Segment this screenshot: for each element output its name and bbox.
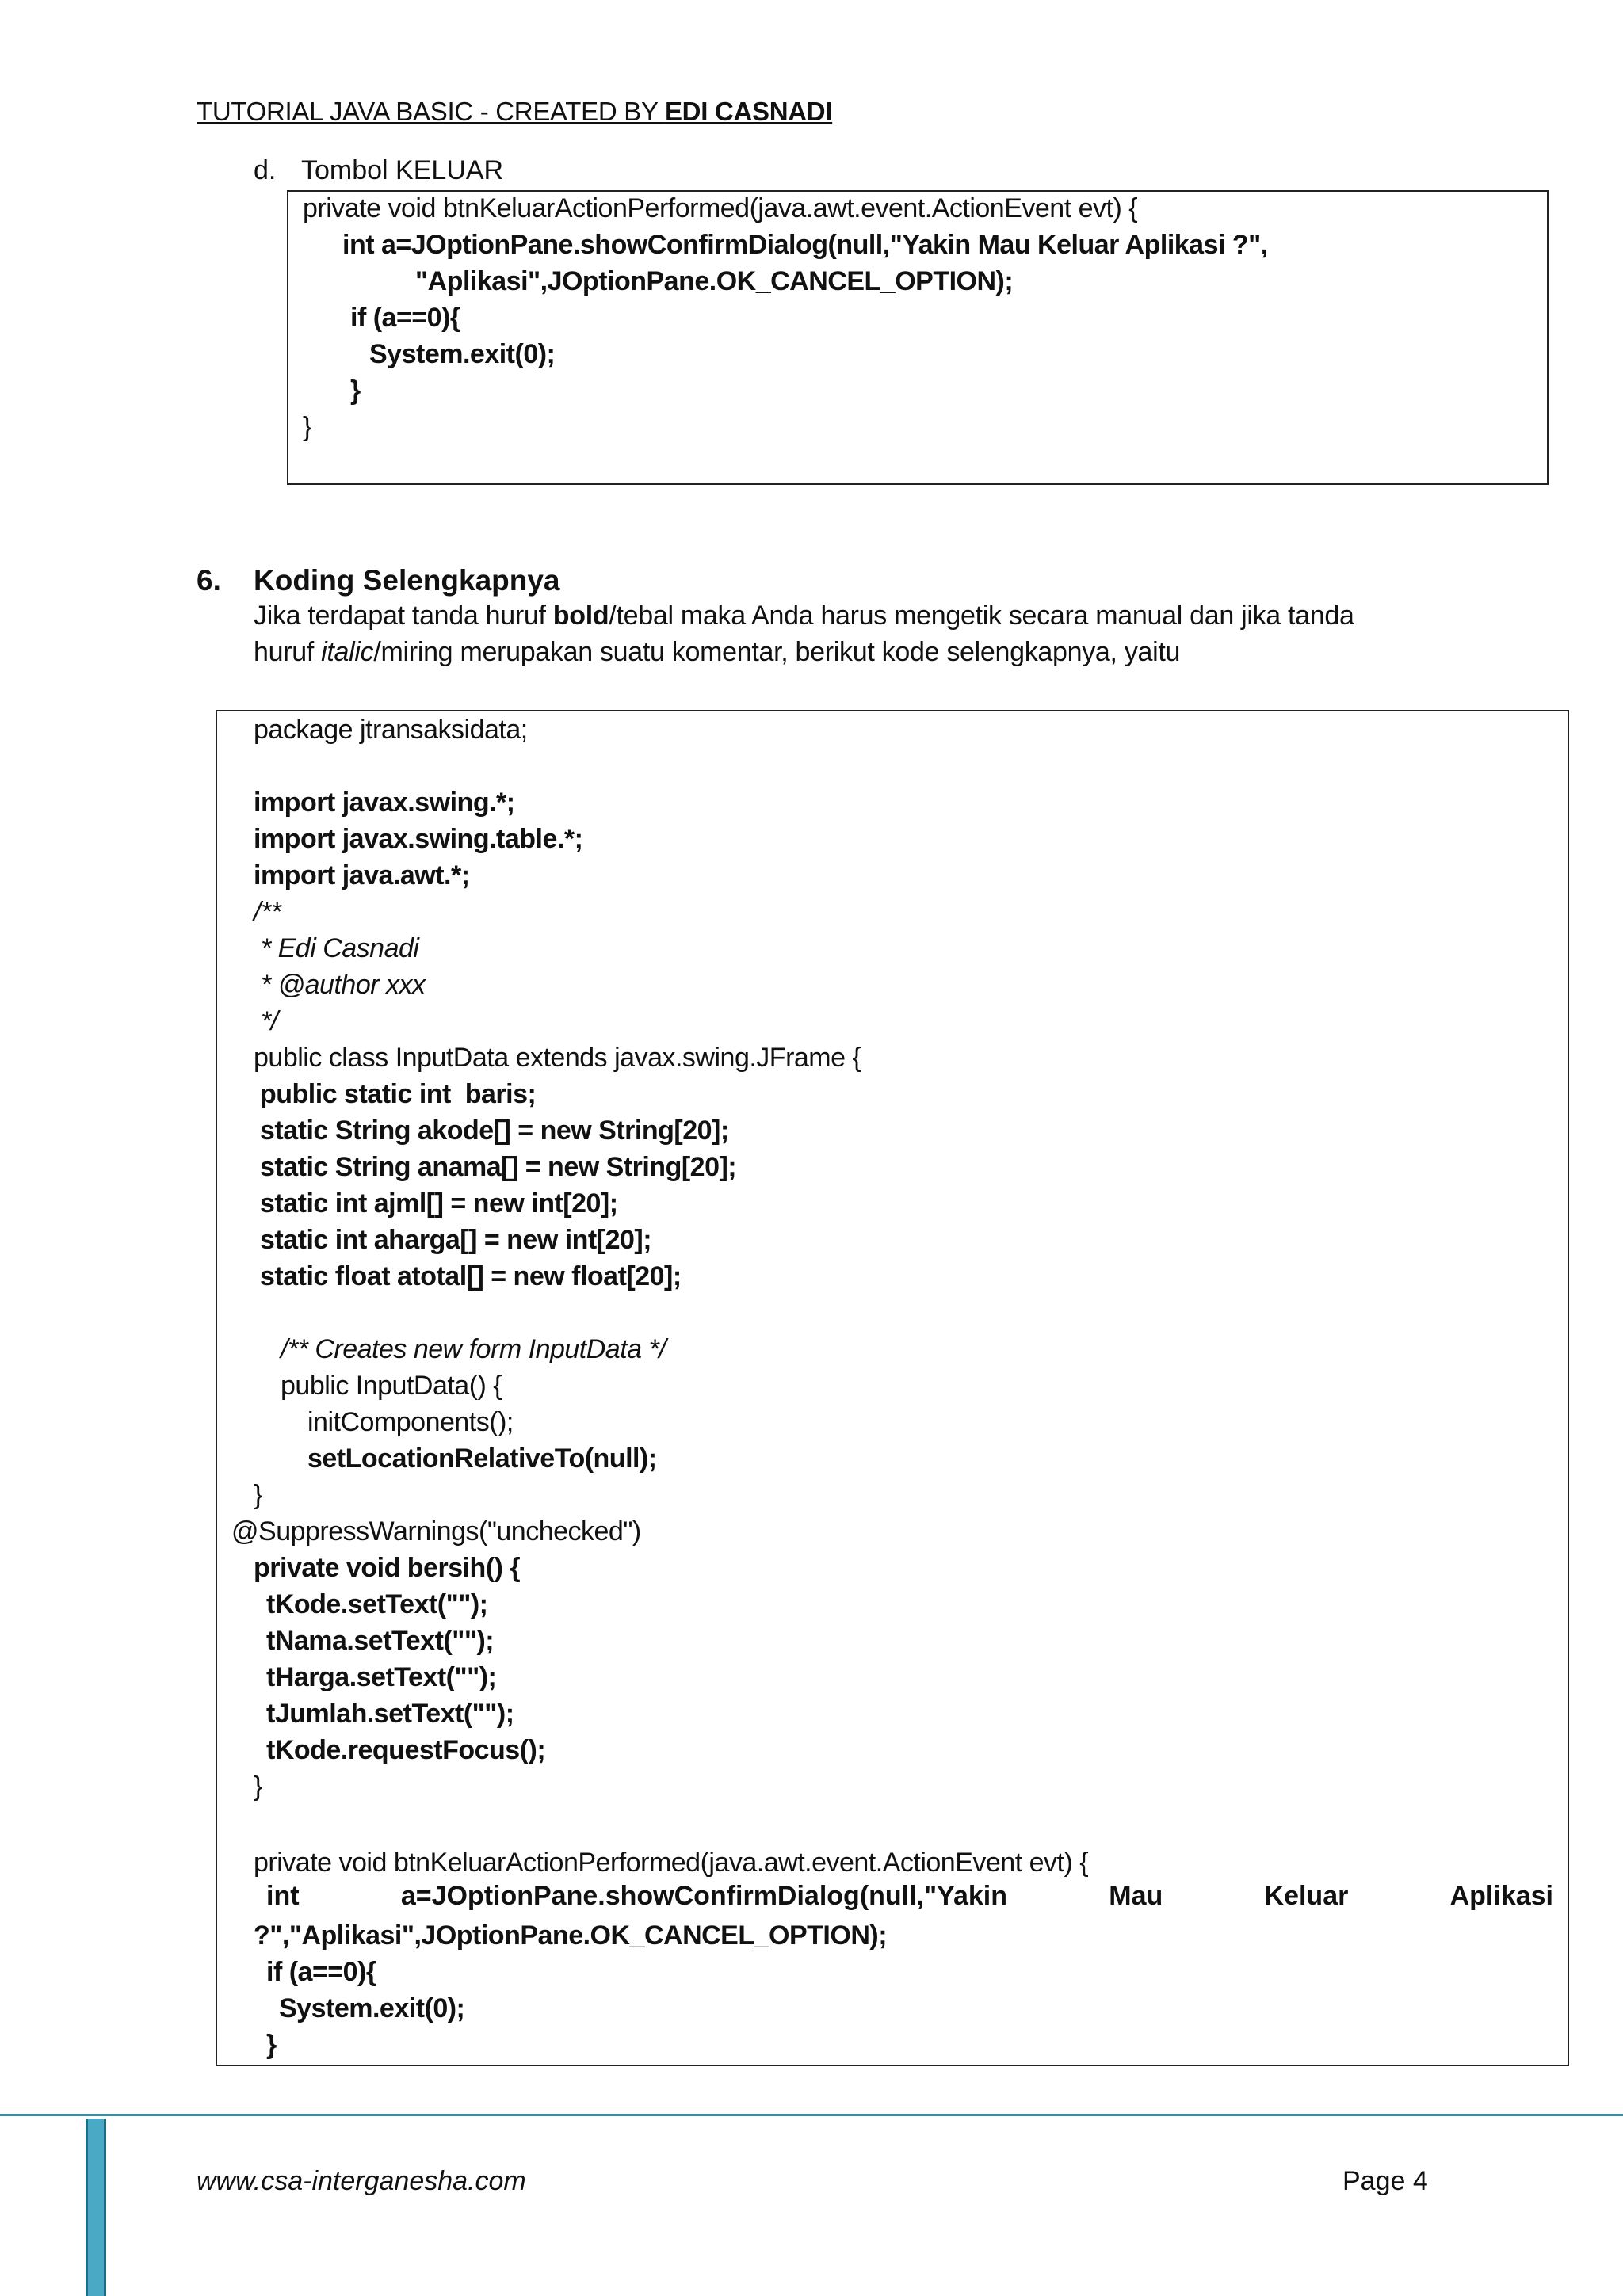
- code-line: import javax.swing.*;: [254, 788, 515, 818]
- code-line: static int aharga[] = new int[20];: [260, 1225, 652, 1255]
- code-line: @SuppressWarnings("unchecked"): [231, 1516, 641, 1547]
- code-line: package jtransaksidata;: [254, 715, 528, 745]
- subsection-letter: d.: [254, 155, 277, 185]
- section-number: 6.: [197, 564, 221, 597]
- footer-url: www.csa-interganesha.com: [197, 2166, 526, 2196]
- subsection-title: Tombol KELUAR: [301, 155, 504, 185]
- code-word: Keluar: [1264, 1881, 1349, 1911]
- intro-paragraph-line-1: [254, 601, 1354, 631]
- page-number: Page 4: [1342, 2166, 1428, 2196]
- code-line: initComponents();: [307, 1407, 514, 1437]
- code-line: private void btnKeluarActionPerformed(java.awt.event.ActionEvent evt) {: [254, 1848, 1089, 1878]
- code-comment: /**: [254, 897, 281, 927]
- code-line: if (a==0){: [350, 303, 460, 333]
- header-prefix: TUTORIAL JAVA BASIC - CREATED BY: [197, 97, 665, 126]
- code-line: public class InputData extends javax.swing.JFrame {: [254, 1043, 861, 1073]
- code-line: tKode.requestFocus();: [266, 1735, 546, 1765]
- code-word: Mau: [1109, 1881, 1163, 1911]
- code-comment: * Edi Casnadi: [254, 933, 419, 963]
- code-line: "Aplikasi",JOptionPane.OK_CANCEL_OPTION);: [415, 266, 1014, 296]
- header-author: EDI CASNADI: [664, 97, 833, 126]
- subsection-heading: [254, 155, 503, 186]
- code-line: static float atotal[] = new float[20];: [260, 1261, 682, 1291]
- code-line: private void btnKeluarActionPerformed(java.awt.event.ActionEvent evt) {: [303, 193, 1138, 223]
- para-text: huruf: [254, 637, 322, 667]
- section-title-text: Koding Selengkapnya: [254, 564, 560, 597]
- code-line: if (a==0){: [266, 1957, 376, 1987]
- code-word: a=JOptionPane.showConfirmDialog(null,"Yakin: [400, 1881, 1007, 1911]
- code-line: tHarga.setText("");: [266, 1662, 497, 1692]
- code-line: System.exit(0);: [369, 339, 556, 369]
- code-line: ?","Aplikasi",JOptionPane.OK_CANCEL_OPTION);: [254, 1920, 888, 1951]
- intro-paragraph-line-2: [254, 637, 1180, 668]
- para-text: /tebal maka Anda harus mengetik secara manual dan jika tanda: [609, 601, 1354, 631]
- code-line: private void bersih() {: [254, 1553, 521, 1583]
- code-line: tJumlah.setText("");: [266, 1699, 514, 1729]
- code-line-justified: [266, 1881, 1553, 1912]
- section-title: [197, 564, 560, 597]
- code-comment: /** Creates new form InputData */: [281, 1334, 666, 1364]
- code-line: }: [266, 2030, 277, 2060]
- code-line: import java.awt.*;: [254, 860, 470, 891]
- page-header: [197, 97, 832, 127]
- code-line: static String akode[] = new String[20];: [260, 1116, 729, 1146]
- code-line: System.exit(0);: [279, 1993, 465, 2023]
- code-line: public static int baris;: [260, 1079, 537, 1109]
- code-line: }: [350, 376, 361, 406]
- code-word: int: [266, 1881, 300, 1911]
- code-line: import javax.swing.table.*;: [254, 824, 583, 854]
- code-line: static String anama[] = new String[20];: [260, 1152, 737, 1182]
- code-line: setLocationRelativeTo(null);: [307, 1444, 657, 1474]
- footer-divider: [0, 2114, 1623, 2116]
- code-word: Aplikasi: [1449, 1881, 1553, 1911]
- para-bold: bold: [552, 601, 609, 631]
- code-line: tNama.setText("");: [266, 1626, 495, 1656]
- code-line: }: [254, 1772, 262, 1802]
- para-italic: italic: [321, 637, 374, 667]
- code-line: static int ajml[] = new int[20];: [260, 1188, 618, 1219]
- code-comment: * @author xxx: [254, 970, 426, 1000]
- para-text: Jika terdapat tanda huruf: [254, 601, 553, 631]
- footer-accent-bar: [86, 2119, 106, 2296]
- code-line: int a=JOptionPane.showConfirmDialog(null,"Yakin Mau Keluar Aplikasi ?",: [342, 230, 1268, 260]
- para-text: /miring merupakan suatu komentar, berikut kode selengkapnya, yaitu: [373, 637, 1181, 667]
- code-line: }: [254, 1480, 262, 1510]
- code-line: public InputData() {: [281, 1371, 502, 1401]
- code-line: tKode.setText("");: [266, 1589, 488, 1619]
- code-comment: */: [254, 1006, 278, 1036]
- code-line: }: [303, 412, 311, 442]
